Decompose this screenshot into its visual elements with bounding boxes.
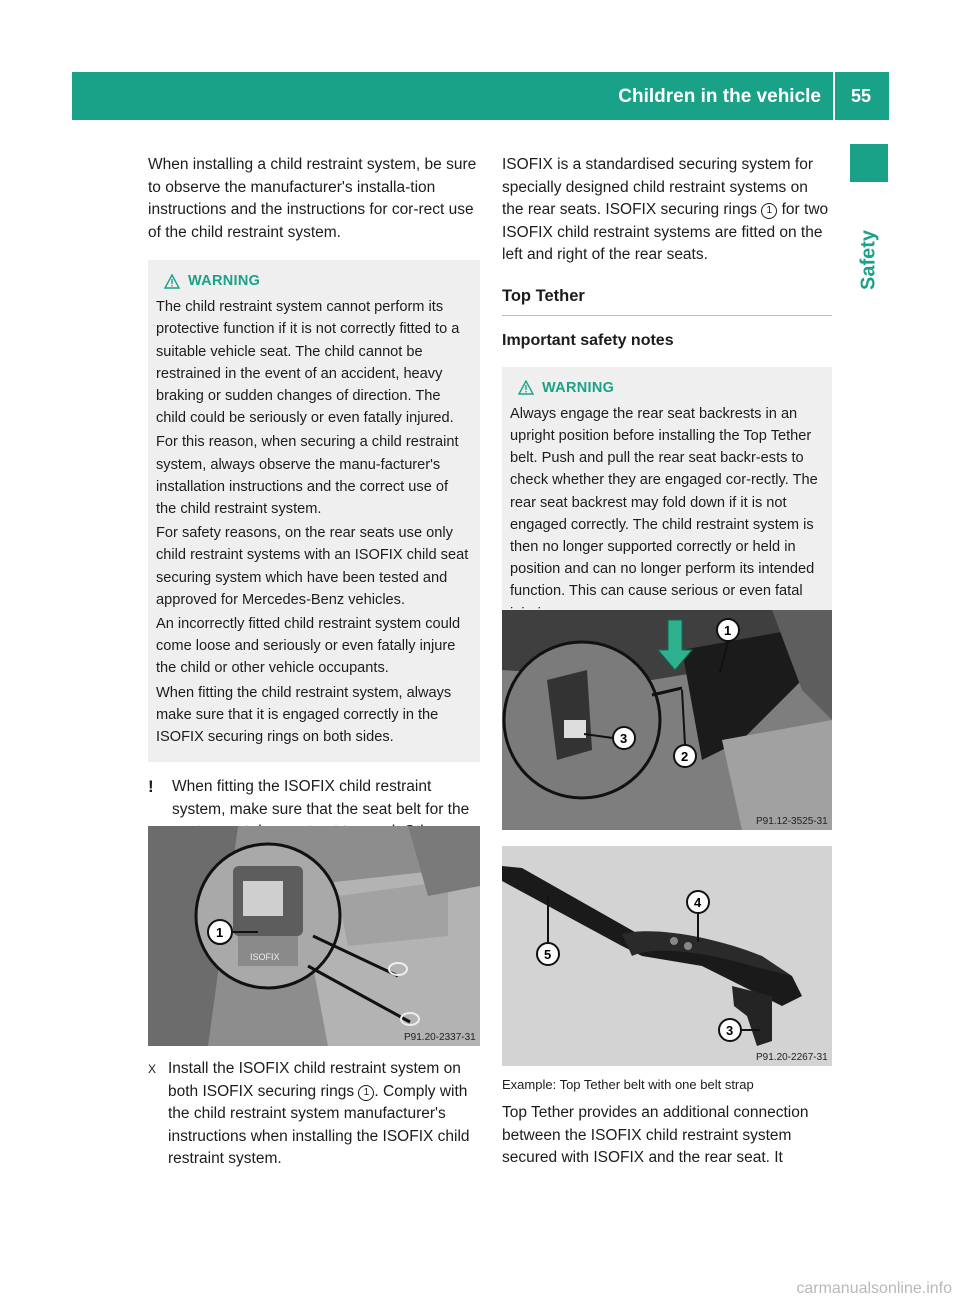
section-title: Children in the vehicle — [618, 86, 821, 107]
top-tether-anchor-figure — [502, 610, 832, 830]
top-tether-belt-figure — [502, 846, 832, 1066]
callout-number: 3 — [726, 1023, 734, 1038]
callout-number: 1 — [216, 925, 224, 940]
top-tether-anchor-illustration — [502, 610, 832, 830]
warning-triangle-icon — [164, 274, 180, 289]
left-bottom — [148, 1058, 480, 1171]
right-column — [502, 154, 832, 639]
figure-code: P91.20-2337-31 — [404, 1032, 476, 1043]
warning-box-left — [148, 260, 480, 762]
step-arrow-icon: X — [148, 1062, 157, 1076]
side-tab — [850, 200, 888, 320]
left-column — [148, 154, 480, 866]
heading-rule — [502, 315, 832, 316]
figure-caption: Example: Top Tether belt with one belt strap — [502, 1077, 754, 1092]
top-tether-heading: Top Tether — [502, 286, 585, 305]
top-tether-belt-illustration — [502, 846, 832, 1066]
warning-header — [510, 377, 824, 399]
isofix-label: ISOFIX — [250, 952, 280, 962]
side-tab-marker — [850, 144, 888, 182]
ref-marker: 1 — [761, 203, 777, 219]
step-text: Install the ISOFIX child restraint system on both ISOFIX securing rings 1 . Comply with the child restraint system manufacturer's instructions when installing the ISOFIX child restraint system. — [168, 1060, 470, 1167]
isofix-seat-illustration — [148, 826, 480, 1046]
isofix-intro: ISOFIX is a standardised securing system for specially designed child restraint systems on the rear seats. ISOFIX securing rings 1 for two ISOFIX child restraint systems are fitted on the left and right of the rear seats. — [502, 156, 829, 263]
callout-number: 5 — [544, 947, 552, 962]
left-intro: When installing a child restraint system, be sure to observe the manufacturer's installa-tion instructions and the instructions for cor-rect use of the child restraint system. — [148, 156, 477, 241]
callout-number: 4 — [694, 895, 702, 910]
warning-paragraph: When fitting the child restraint system, always make sure that it is engaged correctly in the ISOFIX securing rings on both sides. — [156, 684, 452, 746]
header-divider — [833, 72, 835, 120]
warning-paragraph: An incorrectly fitted child restraint system could come loose and seriously or even fatally injure the child or other vehicle occupants. — [156, 616, 461, 677]
watermark: carmanualsonline.info — [796, 1280, 952, 1297]
right-bottom — [502, 1076, 832, 1170]
figure-code: P91.20-2267-31 — [756, 1052, 828, 1063]
callout-number: 2 — [681, 749, 689, 764]
exclamation-icon: ! — [148, 777, 154, 797]
warning-title: WARNING — [188, 273, 261, 289]
isofix-seat-figure — [148, 826, 480, 1046]
safety-notes-heading: Important safety notes — [502, 332, 674, 349]
warning-triangle-icon — [518, 380, 534, 395]
header-bar — [72, 72, 889, 120]
warning-paragraph: Always engage the rear seat backrests in an upright position before installing the Top Tether belt. Push and pull the rear seat backr-ests to check whether they are engaged cor-rectly. The rear seat backrest may fold down if it is not engaged correctly. The child restraint system is then no longer supported correctly or held in position and can no longer perform its intended function. This can cause serious or even fatal — [510, 405, 818, 600]
instruction-step — [148, 1058, 480, 1171]
figure-code: P91.12-3525-31 — [756, 816, 828, 827]
ref-marker: 1 — [358, 1085, 374, 1101]
callout-number: 1 — [724, 623, 732, 638]
warning-paragraph: The child restraint system cannot perform its protective function if it is not correctly fitted to a suitable vehicle seat. The child cannot be restrained in the event of an accident, heavy braking or sudden changes of direction. The child could be seriously or even fatally injured. — [156, 299, 460, 427]
caution-note-text: When fitting the ISOFIX child restraint system, make sure that the seat belt for the — [172, 778, 470, 818]
warning-title: WARNING — [542, 379, 615, 396]
warning-paragraph: For this reason, when securing a child restraint system, always observe the manu-facturer's installation instructions and the correct use of the child restraint system. — [156, 434, 459, 518]
top-tether-description: Top Tether provides an additional connection between the ISOFIX child restraint system secured with ISOFIX and the rear seat. It — [502, 1104, 809, 1166]
side-tab-label: Safety — [857, 229, 880, 291]
warning-header — [156, 270, 472, 292]
warning-box-right — [502, 367, 832, 639]
callout-number: 3 — [620, 731, 628, 746]
page-number: 55 — [850, 86, 871, 106]
warning-paragraph: For safety reasons, on the rear seats use only child restraint systems with an ISOFIX child seat securing system which have been tested and approved for Mercedes-Benz vehicles. — [156, 525, 469, 608]
